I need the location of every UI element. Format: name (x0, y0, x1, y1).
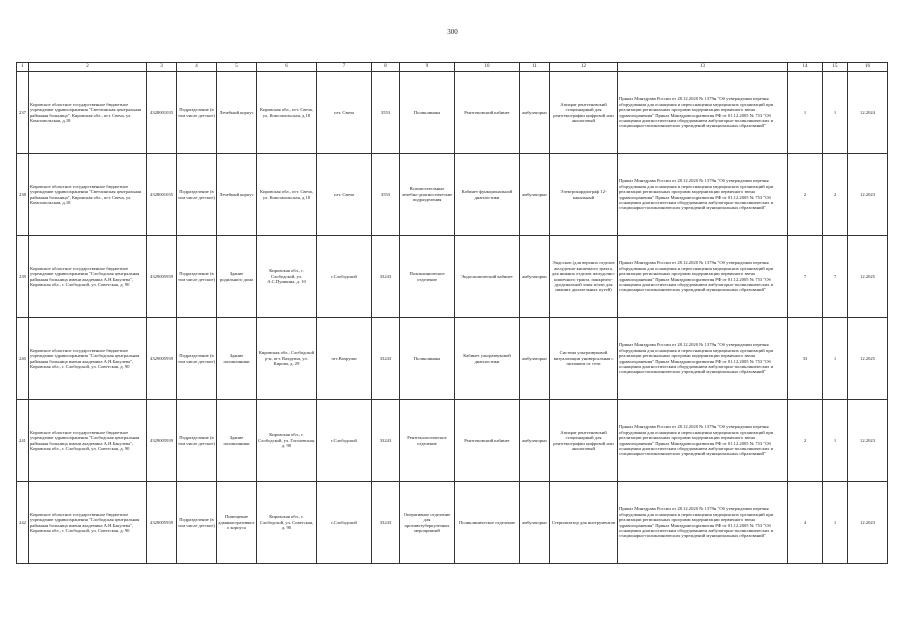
room-cell: Поликлиническое отделение (455, 482, 520, 564)
organization-cell: Кировское областное государственное бюджетное учреждение здравоохранения "Светлинская центральная районная больница", Кировская обл., пгт. Свеча, ул. Комсомольская, д.18 (29, 72, 147, 154)
room-cell: Кабинет функциональной диагностики (455, 154, 520, 236)
care-type-cell: амбулаторно (520, 482, 550, 564)
inn-cell: 4329005939 (147, 236, 177, 318)
date-cell: 12.2023 (848, 482, 888, 564)
address-cell: Кировская обл., г. Слободской, ул. Гоголевская, д. 90 (257, 400, 317, 482)
legal-basis-cell: Приказ Минздрава России от 28.12.2020 № 1379н "Об утверждении перечня оборудования для оснащения и переоснащения медицинских организаций при реализации региональных программ модернизации первичного звена здравоохранения" Приказ Минздравсоцразвития РФ от 01.12.2005 № 753 "Об оснащении диагностическим оборудованием амбулаторно-поликлинических и стационарно-поликлинических учреждений муниципальных образований" (618, 154, 788, 236)
code-cell: 33243 (372, 482, 400, 564)
column-number: 3 (147, 63, 177, 72)
column-number: 13 (618, 63, 788, 72)
care-type-cell: амбулаторно (520, 318, 550, 400)
row-number: 239 (17, 236, 29, 318)
locality-cell: пгт. Свеча (317, 154, 372, 236)
column-number: 16 (848, 63, 888, 72)
column-number: 6 (257, 63, 317, 72)
code-cell: 33243 (372, 236, 400, 318)
table-row (17, 482, 888, 564)
quantity-cell: 7 (788, 236, 823, 318)
quantity-cell: 4 (788, 482, 823, 564)
care-type-cell: амбулаторно (520, 236, 550, 318)
room-cell: Эндоскопический кабинет (455, 236, 520, 318)
code-cell: 3553 (372, 72, 400, 154)
equipment-cell: Аппарат рентгеновский стационарный для рентгенографии цифровой или аналоговый (550, 72, 618, 154)
organization-cell: Кировское областное государственное бюджетное учреждение здравоохранения "Слободская центральная районная больница имени академика А.Н.Бакулева", Кировская обл., г. Слободской, ул. Советская, д. 90 (29, 318, 147, 400)
table-row (17, 154, 888, 236)
department-cell: Поликлиника (400, 72, 455, 154)
quantity-cell: 1 (823, 482, 848, 564)
inn-cell: 4328001035 (147, 72, 177, 154)
column-number-row (17, 63, 888, 72)
equipment-cell: Электрокардиограф 12-канальный (550, 154, 618, 236)
inn-cell: 4329005939 (147, 400, 177, 482)
unit-cell: Подразделение (в том числе детское) (177, 72, 217, 154)
care-type-cell: амбулаторно (520, 72, 550, 154)
quantity-cell: 7 (823, 236, 848, 318)
equipment-table (16, 62, 888, 564)
department-cell: Поликлиническое отделение (400, 236, 455, 318)
quantity-cell: 1 (823, 318, 848, 400)
address-cell: Кировская обл., пгт. Свеча, ул. Комсомольская, д.18 (257, 72, 317, 154)
building-cell: Помещение административного корпуса (217, 482, 257, 564)
page-number: 300 (447, 28, 458, 36)
inn-cell: 4328001035 (147, 154, 177, 236)
code-cell: 33243 (372, 400, 400, 482)
column-number: 9 (400, 63, 455, 72)
department-cell: Вспомогательные лечебно-диагностические подразделения (400, 154, 455, 236)
address-cell: Кировская обл., г. Слободской, ул. А.С.Пушкина, д. 10 (257, 236, 317, 318)
building-cell: Здание родильного дома (217, 236, 257, 318)
quantity-cell: 33 (788, 318, 823, 400)
date-cell: 12.2024 (848, 72, 888, 154)
legal-basis-cell: Приказ Минздрава России от 28.12.2020 № 1379н "Об утверждении перечня оборудования для оснащения и переоснащения медицинских организаций при реализации региональных программ модернизации первичного звена здравоохранения" Приказ Минздравсоцразвития РФ от 01.12.2005 № 753 "Об оснащении диагностическим оборудованием амбулаторно-поликлинических и стационарно-поликлинических учреждений муниципальных образований" (618, 318, 788, 400)
building-cell: Здание поликлиники (217, 400, 257, 482)
organization-cell: Кировское областное государственное бюджетное учреждение здравоохранения "Светлинская центральная районная больница", Кировская обл., пгт. Свеча, ул. Комсомольская, д.18 (29, 154, 147, 236)
table-row (17, 72, 888, 154)
unit-cell: Подразделение (в том числе детское) (177, 318, 217, 400)
unit-cell: Подразделение (в том числе детское) (177, 236, 217, 318)
table-row (17, 400, 888, 482)
care-type-cell: амбулаторно (520, 154, 550, 236)
legal-basis-cell: Приказ Минздрава России от 28.12.2020 № 1379н "Об утверждении перечня оборудования для оснащения и переоснащения медицинских организаций при реализации региональных программ модернизации первичного звена здравоохранения" Приказ Минздравсоцразвития РФ от 01.12.2005 № 753 "Об оснащении диагностическим оборудованием амбулаторно-поликлинических и стационарно-поликлинических учреждений муниципальных образований" (618, 72, 788, 154)
quantity-cell: 2 (788, 154, 823, 236)
equipment-cell: Эндоскоп (для верхних отделов желудочно-кишечного тракта, для нижних отделов желудочно-кишечного тракта, панкреато-дуоденальной зоны и/или для нижних дыхательных путей) (550, 236, 618, 318)
locality-cell: пгт. Свеча (317, 72, 372, 154)
row-number: 241 (17, 400, 29, 482)
row-number: 237 (17, 72, 29, 154)
legal-basis-cell: Приказ Минздрава России от 28.12.2020 № 1379н "Об утверждении перечня оборудования для оснащения и переоснащения медицинских организаций при реализации региональных программ модернизации первичного звена здравоохранения" Приказ Минздравсоцразвития РФ от 01.12.2005 № 753 "Об оснащении диагностическим оборудованием амбулаторно-поликлинических и стационарно-поликлинических учреждений муниципальных образований" (618, 482, 788, 564)
column-number: 15 (823, 63, 848, 72)
quantity-cell: 1 (788, 72, 823, 154)
building-cell: Лечебный корпус (217, 72, 257, 154)
row-number: 238 (17, 154, 29, 236)
column-number: 14 (788, 63, 823, 72)
equipment-cell: Стерилизатор для инструментов (550, 482, 618, 564)
organization-cell: Кировское областное государственное бюджетное учреждение здравоохранения "Слободская центральная районная больница имени академика А.Н.Бакулева", Кировская обл., г. Слободской, ул. Советская, д. 90 (29, 400, 147, 482)
inn-cell: 4329005939 (147, 482, 177, 564)
date-cell: 12.2025 (848, 236, 888, 318)
unit-cell: Подразделение (в том числе детское) (177, 154, 217, 236)
department-cell: Оперативное отделение для противотуберкулезных мероприятий (400, 482, 455, 564)
address-cell: Кировская обл., Слободской р-н, пгт. Вахруши, ул. Кирова, д. 29 (257, 318, 317, 400)
room-cell: Рентгеновский кабинет (455, 400, 520, 482)
table-row (17, 236, 888, 318)
room-cell: Кабинет ультразвуковой диагностики (455, 318, 520, 400)
column-number: 1 (17, 63, 29, 72)
address-cell: Кировская обл., г. Слободской, ул. Советская, д. 90 (257, 482, 317, 564)
column-number: 7 (317, 63, 372, 72)
date-cell: 12.2023 (848, 154, 888, 236)
quantity-cell: 2 (823, 154, 848, 236)
locality-cell: г.Слободской (317, 400, 372, 482)
date-cell: 12.2023 (848, 400, 888, 482)
building-cell: Лечебный корпус (217, 154, 257, 236)
column-number: 5 (217, 63, 257, 72)
column-number: 4 (177, 63, 217, 72)
locality-cell: пгт.Вахруши (317, 318, 372, 400)
organization-cell: Кировское областное государственное бюджетное учреждение здравоохранения "Слободская центральная районная больница имени академика А.Н.Бакулева", Кировская обл., г. Слободской, ул. Советская, д. 90 (29, 482, 147, 564)
date-cell: 12.2025 (848, 318, 888, 400)
quantity-cell: 2 (788, 400, 823, 482)
legal-basis-cell: Приказ Минздрава России от 28.12.2020 № 1379н "Об утверждении перечня оборудования для оснащения и переоснащения медицинских организаций при реализации региональных программ модернизации первичного звена здравоохранения" Приказ Минздравсоцразвития РФ от 01.12.2005 № 753 "Об оснащении диагностическим оборудованием амбулаторно-поликлинических и стационарно-поликлинических учреждений муниципальных образований" (618, 236, 788, 318)
locality-cell: г.Слободской (317, 236, 372, 318)
inn-cell: 4329005939 (147, 318, 177, 400)
address-cell: Кировская обл., пгт. Свеча, ул. Комсомольская, д.18 (257, 154, 317, 236)
table-row (17, 318, 888, 400)
building-cell: Здание поликлиники (217, 318, 257, 400)
column-number: 10 (455, 63, 520, 72)
department-cell: Рентгенологическое отделение (400, 400, 455, 482)
quantity-cell: 1 (823, 72, 848, 154)
column-number: 12 (550, 63, 618, 72)
row-number: 240 (17, 318, 29, 400)
department-cell: Поликлиника (400, 318, 455, 400)
row-number: 242 (17, 482, 29, 564)
equipment-cell: Система ультразвуковой визуализации универсальная с питанием от сети (550, 318, 618, 400)
column-number: 8 (372, 63, 400, 72)
locality-cell: г.Слободской (317, 482, 372, 564)
column-number: 2 (29, 63, 147, 72)
code-cell: 3553 (372, 154, 400, 236)
equipment-cell: Аппарат рентгеновский стационарный для рентгенографии цифровой или аналоговый (550, 400, 618, 482)
care-type-cell: амбулаторно (520, 400, 550, 482)
room-cell: Рентгеновский кабинет (455, 72, 520, 154)
unit-cell: Подразделение (в том числе детское) (177, 482, 217, 564)
organization-cell: Кировское областное государственное бюджетное учреждение здравоохранения "Слободская центральная районная больница имени академика А.Н.Бакулева", Кировская обл., г. Слободской, ул. Советская, д. 90 (29, 236, 147, 318)
quantity-cell: 1 (823, 400, 848, 482)
legal-basis-cell: Приказ Минздрава России от 28.12.2020 № 1379н "Об утверждении перечня оборудования для оснащения и переоснащения медицинских организаций при реализации региональных программ модернизации первичного звена здравоохранения" Приказ Минздравсоцразвития РФ от 01.12.2005 № 753 "Об оснащении диагностическим оборудованием амбулаторно-поликлинических и стационарно-поликлинических учреждений муниципальных образований" (618, 400, 788, 482)
code-cell: 33243 (372, 318, 400, 400)
column-number: 11 (520, 63, 550, 72)
unit-cell: Подразделение (в том числе детское) (177, 400, 217, 482)
